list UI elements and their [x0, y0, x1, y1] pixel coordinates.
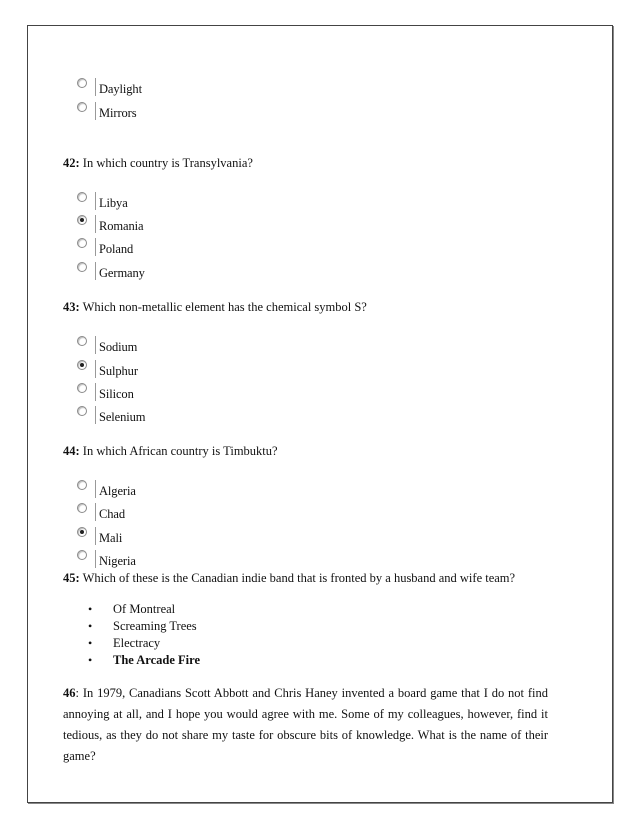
option-label: Romania	[99, 219, 144, 233]
option-label: Selenium	[99, 410, 146, 424]
question-number: 43:	[63, 300, 80, 314]
option-label: Silicon	[99, 387, 134, 401]
list-item-label: Of Montreal	[113, 602, 176, 616]
question-number: 42:	[63, 156, 80, 170]
radio-button[interactable]	[77, 102, 87, 112]
option-divider	[95, 238, 96, 256]
radio-button[interactable]	[77, 550, 87, 560]
option-divider	[95, 383, 96, 401]
option-label: Libya	[99, 196, 128, 210]
question-text: : In 1979, Canadians Scott Abbott and Chris Haney invented a board game that I do not find annoying at all, and I hope you would agree with me. Some of my colleagues, however, find it tedious, as they do not share my taste for obscure bits of knowledge. What is the name of their game?	[63, 686, 548, 763]
question-46	[63, 683, 548, 767]
radio-button[interactable]	[77, 336, 87, 346]
question-43	[63, 300, 367, 315]
option-label: Nigeria	[99, 554, 136, 568]
radio-button[interactable]	[77, 503, 87, 513]
option-divider	[95, 503, 96, 521]
list-item-answer-label: The Arcade Fire	[113, 653, 201, 667]
radio-button-selected[interactable]	[77, 527, 87, 537]
question-text: In which African country is Timbuktu?	[79, 444, 278, 458]
option-divider	[95, 215, 96, 233]
option-label: Sulphur	[99, 364, 138, 378]
radio-button[interactable]	[77, 383, 87, 393]
option-divider	[95, 550, 96, 568]
option-divider	[95, 262, 96, 280]
option-label: Daylight	[99, 82, 142, 96]
list-item-label: Screaming Trees	[113, 619, 197, 633]
radio-button[interactable]	[77, 262, 87, 272]
option-divider	[95, 406, 96, 424]
question-text: Which non-metallic element has the chemical symbol S?	[79, 300, 367, 314]
option-label: Mali	[99, 531, 123, 545]
option-label: Germany	[99, 266, 145, 280]
list-item-label: Electracy	[113, 636, 161, 650]
radio-button[interactable]	[77, 238, 87, 248]
option-divider	[95, 102, 96, 120]
question-42	[63, 156, 253, 171]
option-divider	[95, 78, 96, 96]
radio-button-selected[interactable]	[77, 360, 87, 370]
question-text: In which country is Transylvania?	[79, 156, 253, 170]
question-44	[63, 444, 278, 459]
question-number: 45:	[63, 571, 80, 585]
option-divider	[95, 480, 96, 498]
bullet-icon: •	[88, 636, 93, 650]
bullet-icon: •	[88, 619, 93, 633]
option-label: Chad	[99, 507, 125, 521]
radio-button[interactable]	[77, 480, 87, 490]
question-text: Which of these is the Canadian indie band that is fronted by a husband and wife team?	[79, 571, 516, 585]
bullet-icon: •	[88, 602, 93, 616]
radio-button[interactable]	[77, 78, 87, 88]
radio-button[interactable]	[77, 406, 87, 416]
option-divider	[95, 527, 96, 545]
question-45	[63, 571, 515, 586]
radio-button-selected[interactable]	[77, 215, 87, 225]
option-divider	[95, 192, 96, 210]
option-label: Mirrors	[99, 106, 137, 120]
option-label: Algeria	[99, 484, 136, 498]
option-divider	[95, 360, 96, 378]
option-divider	[95, 336, 96, 354]
question-number: 44:	[63, 444, 80, 458]
option-label: Sodium	[99, 340, 138, 354]
option-label: Poland	[99, 242, 134, 256]
question-number: 46	[63, 686, 76, 700]
radio-button[interactable]	[77, 192, 87, 202]
bullet-icon: •	[88, 653, 93, 667]
